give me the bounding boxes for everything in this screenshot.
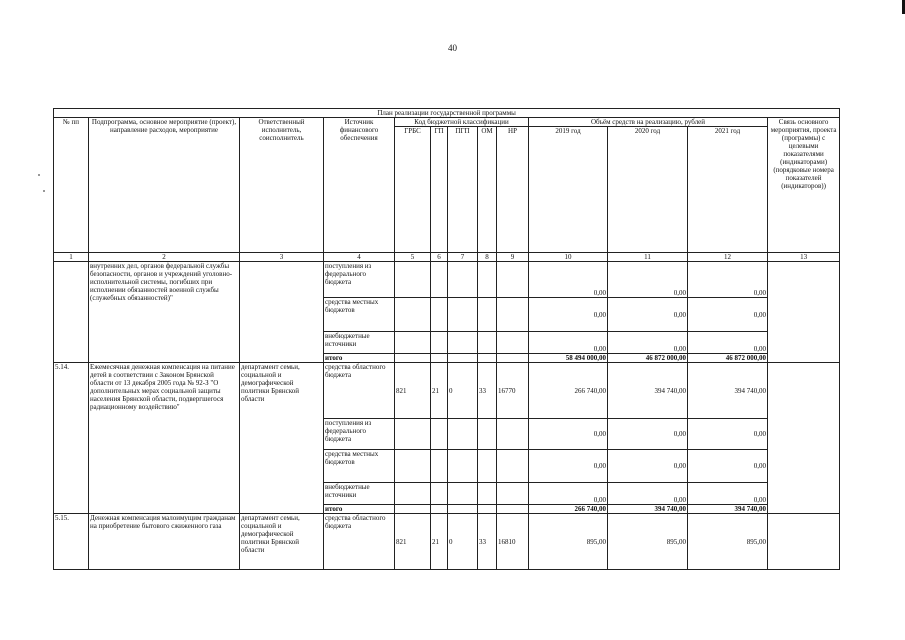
header-row — [54, 118, 840, 127]
header-budget-code: Код бюджетной классификации — [395, 118, 529, 127]
total-2021: 394 740,00 — [688, 505, 768, 514]
grbs-cell: 821 — [395, 363, 431, 419]
link-cell — [768, 262, 840, 363]
row-number: 5.15. — [54, 514, 89, 570]
header-gp: ГП — [431, 127, 448, 253]
source-cell: внебюджетные источники — [324, 483, 395, 505]
column-number: 10 — [529, 253, 608, 262]
header-subprogram: Подпрограмма, основное мероприятие (проект), направление расходов, мероприятие — [89, 118, 240, 253]
amount-2020: 0,00 — [608, 483, 688, 505]
amount-2020: 0,00 — [608, 332, 688, 354]
column-number: 2 — [89, 253, 240, 262]
source-cell: средства местных бюджетов — [324, 450, 395, 483]
source-cell: поступления из федерального бюджета — [324, 419, 395, 450]
column-number: 5 — [395, 253, 431, 262]
activity-description: внутренних дел, органов федеральной службы безопасности, органов и учреждений уголовно-исполнительной системы, погибших при исполнении обязанностей военной службы (служебных обязанностей)" — [89, 262, 240, 363]
om-cell: 33 — [478, 363, 497, 419]
column-number: 1 — [54, 253, 89, 262]
source-cell: поступления из федерального бюджета — [324, 262, 395, 298]
amount-2019: 0,00 — [529, 483, 608, 505]
om-cell: 33 — [478, 514, 497, 570]
amount-2021: 0,00 — [688, 483, 768, 505]
link-cell — [768, 363, 840, 514]
column-number: 9 — [497, 253, 529, 262]
header-2020: 2020 год — [608, 127, 688, 253]
header-responsible: Ответственный исполнитель, соисполнитель — [240, 118, 324, 253]
total-2020: 394 740,00 — [608, 505, 688, 514]
amount-2021: 0,00 — [688, 262, 768, 298]
table-row — [54, 363, 840, 419]
responsible-cell: департамент семьи, социальной и демографической политики Брянской области — [240, 363, 324, 514]
pgp-cell: 0 — [448, 363, 478, 419]
amount-2019: 0,00 — [529, 419, 608, 450]
amount-2019: 895,00 — [529, 514, 608, 570]
amount-2020: 394 740,00 — [608, 363, 688, 419]
total-2019: 58 494 000,00 — [529, 354, 608, 363]
amount-2021: 394 740,00 — [688, 363, 768, 419]
column-number: 4 — [324, 253, 395, 262]
header-om: ОМ — [478, 127, 497, 253]
amount-2019: 0,00 — [529, 450, 608, 483]
header-num: № пп — [54, 118, 89, 253]
table-row — [54, 262, 840, 298]
source-cell-total: итого — [324, 354, 395, 363]
row-number: 5.14. — [54, 363, 89, 514]
source-cell-total: итого — [324, 505, 395, 514]
header-grbs: ГРБС — [395, 127, 431, 253]
np-cell: 16810 — [497, 514, 529, 570]
column-number: 7 — [448, 253, 478, 262]
page-number: 40 — [448, 43, 457, 53]
amount-2019: 0,00 — [529, 332, 608, 354]
column-number: 11 — [608, 253, 688, 262]
column-number: 6 — [431, 253, 448, 262]
table-title-row — [54, 109, 840, 118]
header-2021: 2021 год — [688, 127, 768, 253]
responsible-cell: департамент семьи, социальной и демографической политики Брянской области — [240, 514, 324, 570]
total-2019: 266 740,00 — [529, 505, 608, 514]
amount-2020: 0,00 — [608, 262, 688, 298]
amount-2020: 0,00 — [608, 419, 688, 450]
header-2019: 2019 год — [529, 127, 608, 253]
amount-2021: 0,00 — [688, 450, 768, 483]
program-plan-table — [53, 108, 840, 570]
amount-2020: 895,00 — [608, 514, 688, 570]
column-number: 3 — [240, 253, 324, 262]
amount-2019: 0,00 — [529, 262, 608, 298]
header-link: Связь основного мероприятия, проекта (программы) с целевыми показателями (индикаторами) (порядковые номера показателей (индикаторов)) — [768, 118, 840, 253]
column-number: 12 — [688, 253, 768, 262]
amount-2019: 0,00 — [529, 298, 608, 332]
responsible-cell — [240, 262, 324, 363]
amount-2020: 0,00 — [608, 450, 688, 483]
source-cell: средства областного бюджета — [324, 514, 395, 570]
scan-speck — [43, 190, 45, 192]
gp-cell: 21 — [431, 514, 448, 570]
total-2021: 46 872 000,00 — [688, 354, 768, 363]
header-pgp: ПГП — [448, 127, 478, 253]
table-title: План реализации государственной программы — [54, 109, 840, 118]
activity-description: Денежная компенсация малоимущим гражданам на приобретение бытового сжиженного газа — [89, 514, 240, 570]
amount-2020: 0,00 — [608, 298, 688, 332]
header-source: Источник финансового обеспечения — [324, 118, 395, 253]
scan-speck — [38, 174, 40, 176]
amount-2019: 266 740,00 — [529, 363, 608, 419]
amount-2021: 895,00 — [688, 514, 768, 570]
row-number — [54, 262, 89, 363]
gp-cell: 21 — [431, 363, 448, 419]
activity-description: Ежемесячная денежная компенсация на питание детей в соответствии с Законом Брянской области от 13 декабря 2005 года № 92-З "О дополнительных мерах социальной защиты населения Брянской области, подвергшегося радиационному воздействию" — [89, 363, 240, 514]
amount-2021: 0,00 — [688, 332, 768, 354]
total-2020: 46 872 000,00 — [608, 354, 688, 363]
header-volume: Объём средств на реализацию, рублей — [529, 118, 768, 127]
amount-2021: 0,00 — [688, 419, 768, 450]
source-cell: средства областного бюджета — [324, 363, 395, 419]
table-row — [54, 514, 840, 570]
pgp-cell: 0 — [448, 514, 478, 570]
column-number: 8 — [478, 253, 497, 262]
grbs-cell: 821 — [395, 514, 431, 570]
header-np: НР — [497, 127, 529, 253]
np-cell: 16770 — [497, 363, 529, 419]
link-cell — [768, 514, 840, 570]
amount-2021: 0,00 — [688, 298, 768, 332]
source-cell: средства местных бюджетов — [324, 298, 395, 332]
source-cell: внебюджетные источники — [324, 332, 395, 354]
column-number-row — [54, 253, 840, 262]
column-number: 13 — [768, 253, 840, 262]
